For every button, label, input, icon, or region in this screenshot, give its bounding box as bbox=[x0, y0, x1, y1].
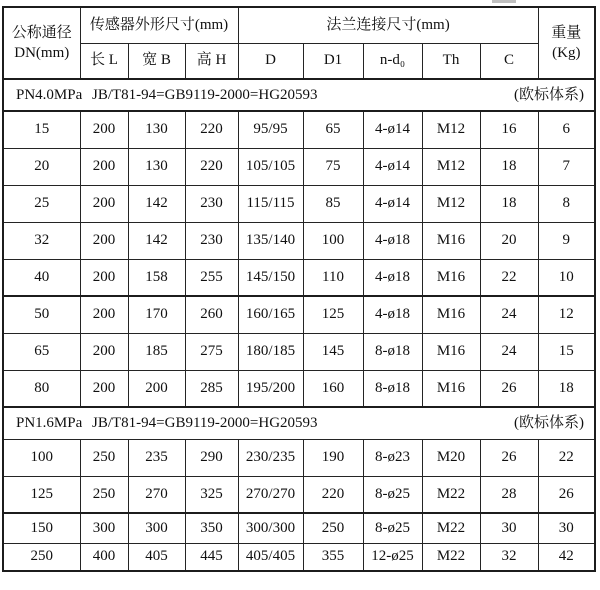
header-width-b: 宽 B bbox=[128, 43, 185, 79]
value-cell: 200 bbox=[80, 296, 128, 333]
value-cell: 4-ø14 bbox=[363, 148, 422, 185]
value-cell: 8-ø23 bbox=[363, 439, 422, 476]
value-cell: 275 bbox=[185, 333, 238, 370]
header-th: Th bbox=[422, 43, 480, 79]
pressure-section-row bbox=[3, 79, 595, 111]
header-nominal-diameter-cn: 公称通径 bbox=[11, 24, 72, 41]
header-height-h: 高 H bbox=[185, 43, 238, 79]
value-cell: 255 bbox=[185, 259, 238, 296]
spec-table-body bbox=[3, 79, 595, 571]
value-cell: 200 bbox=[80, 111, 128, 148]
value-cell: 445 bbox=[185, 543, 238, 571]
flange-spec-table bbox=[2, 6, 596, 572]
dn-cell: 250 bbox=[3, 543, 80, 571]
flange-standard-label: JB/T81-94=GB9119-2000=HG20593 bbox=[92, 86, 318, 103]
value-cell: 22 bbox=[480, 259, 538, 296]
value-cell: 100 bbox=[303, 222, 363, 259]
value-cell: 200 bbox=[80, 333, 128, 370]
dn-cell: 20 bbox=[3, 148, 80, 185]
value-cell: 8-ø25 bbox=[363, 476, 422, 513]
dn-cell: 125 bbox=[3, 476, 80, 513]
value-cell: 158 bbox=[128, 259, 185, 296]
value-cell: 405/405 bbox=[238, 543, 303, 571]
value-cell: 75 bbox=[303, 148, 363, 185]
pressure-section-cell bbox=[3, 407, 595, 439]
value-cell: M16 bbox=[422, 222, 480, 259]
table-row bbox=[3, 259, 595, 296]
value-cell: 270 bbox=[128, 476, 185, 513]
table-row bbox=[3, 222, 595, 259]
header-nominal-diameter-unit: DN(mm) bbox=[14, 45, 70, 61]
value-cell: 230/235 bbox=[238, 439, 303, 476]
value-cell: 190 bbox=[303, 439, 363, 476]
value-cell: 18 bbox=[538, 370, 595, 407]
value-cell: 200 bbox=[80, 259, 128, 296]
table-row bbox=[3, 296, 595, 333]
value-cell: M12 bbox=[422, 111, 480, 148]
value-cell: 230 bbox=[185, 222, 238, 259]
table-row bbox=[3, 370, 595, 407]
value-cell: M12 bbox=[422, 148, 480, 185]
dn-cell: 50 bbox=[3, 296, 80, 333]
table-row bbox=[3, 148, 595, 185]
value-cell: 235 bbox=[128, 439, 185, 476]
value-cell: 135/140 bbox=[238, 222, 303, 259]
value-cell: 270/270 bbox=[238, 476, 303, 513]
header-d1: D1 bbox=[303, 43, 363, 79]
value-cell: 26 bbox=[480, 439, 538, 476]
value-cell: 22 bbox=[538, 439, 595, 476]
pressure-section-row bbox=[3, 407, 595, 439]
value-cell: 200 bbox=[80, 222, 128, 259]
value-cell: 12 bbox=[538, 296, 595, 333]
value-cell: 16 bbox=[480, 111, 538, 148]
dn-cell: 15 bbox=[3, 111, 80, 148]
table-header bbox=[3, 7, 595, 79]
value-cell: 30 bbox=[538, 513, 595, 543]
value-cell: 30 bbox=[480, 513, 538, 543]
table-row bbox=[3, 439, 595, 476]
header-length-l: 长 L bbox=[80, 43, 128, 79]
value-cell: 220 bbox=[303, 476, 363, 513]
value-cell: 10 bbox=[538, 259, 595, 296]
value-cell: 260 bbox=[185, 296, 238, 333]
header-weight-cn: 重量 bbox=[551, 24, 582, 41]
value-cell: 220 bbox=[185, 148, 238, 185]
value-cell: 8-ø18 bbox=[363, 333, 422, 370]
value-cell: 300 bbox=[128, 513, 185, 543]
value-cell: 24 bbox=[480, 333, 538, 370]
value-cell: 300/300 bbox=[238, 513, 303, 543]
value-cell: M16 bbox=[422, 296, 480, 333]
value-cell: 200 bbox=[128, 370, 185, 407]
value-cell: 355 bbox=[303, 543, 363, 571]
value-cell: 20 bbox=[480, 222, 538, 259]
value-cell: 142 bbox=[128, 222, 185, 259]
value-cell: 400 bbox=[80, 543, 128, 571]
header-flange-dimensions-group: 法兰连接尺寸(mm) bbox=[238, 7, 538, 43]
value-cell: M12 bbox=[422, 185, 480, 222]
value-cell: 285 bbox=[185, 370, 238, 407]
cropped-text-artifact bbox=[492, 0, 516, 3]
value-cell: 32 bbox=[480, 543, 538, 571]
pressure-section-cell bbox=[3, 79, 595, 111]
value-cell: 350 bbox=[185, 513, 238, 543]
value-cell: 200 bbox=[80, 370, 128, 407]
value-cell: 125 bbox=[303, 296, 363, 333]
value-cell: 250 bbox=[303, 513, 363, 543]
value-cell: 18 bbox=[480, 148, 538, 185]
standard-system-note: (欧标体系) bbox=[514, 86, 585, 103]
value-cell: 145 bbox=[303, 333, 363, 370]
value-cell: 200 bbox=[80, 148, 128, 185]
value-cell: 4-ø18 bbox=[363, 222, 422, 259]
header-weight bbox=[538, 7, 595, 79]
standard-system-note: (欧标体系) bbox=[514, 414, 585, 431]
value-cell: 230 bbox=[185, 185, 238, 222]
dn-cell: 25 bbox=[3, 185, 80, 222]
value-cell: 65 bbox=[303, 111, 363, 148]
value-cell: 195/200 bbox=[238, 370, 303, 407]
value-cell: 325 bbox=[185, 476, 238, 513]
value-cell: 250 bbox=[80, 476, 128, 513]
value-cell: 185 bbox=[128, 333, 185, 370]
dn-cell: 40 bbox=[3, 259, 80, 296]
value-cell: 26 bbox=[480, 370, 538, 407]
value-cell: 115/115 bbox=[238, 185, 303, 222]
dn-cell: 65 bbox=[3, 333, 80, 370]
value-cell: 95/95 bbox=[238, 111, 303, 148]
dn-cell: 32 bbox=[3, 222, 80, 259]
value-cell: 300 bbox=[80, 513, 128, 543]
header-n-d0: n-d₀ bbox=[363, 43, 422, 79]
value-cell: 4-ø14 bbox=[363, 185, 422, 222]
value-cell: 8 bbox=[538, 185, 595, 222]
table-row bbox=[3, 476, 595, 513]
value-cell: 15 bbox=[538, 333, 595, 370]
header-d: D bbox=[238, 43, 303, 79]
value-cell: 160 bbox=[303, 370, 363, 407]
value-cell: 160/165 bbox=[238, 296, 303, 333]
pressure-rating-label: PN4.0MPa bbox=[16, 86, 83, 103]
header-weight-unit: (Kg) bbox=[552, 45, 581, 61]
dn-cell: 150 bbox=[3, 513, 80, 543]
value-cell: 4-ø14 bbox=[363, 111, 422, 148]
value-cell: 8-ø18 bbox=[363, 370, 422, 407]
value-cell: 250 bbox=[80, 439, 128, 476]
value-cell: 4-ø18 bbox=[363, 296, 422, 333]
value-cell: 110 bbox=[303, 259, 363, 296]
value-cell: 130 bbox=[128, 148, 185, 185]
table-row bbox=[3, 333, 595, 370]
header-sub-row bbox=[3, 43, 595, 79]
value-cell: 200 bbox=[80, 185, 128, 222]
value-cell: M22 bbox=[422, 543, 480, 571]
value-cell: 180/185 bbox=[238, 333, 303, 370]
dn-cell: 100 bbox=[3, 439, 80, 476]
value-cell: 18 bbox=[480, 185, 538, 222]
value-cell: 105/105 bbox=[238, 148, 303, 185]
value-cell: 130 bbox=[128, 111, 185, 148]
header-group-row bbox=[3, 7, 595, 43]
value-cell: 12-ø25 bbox=[363, 543, 422, 571]
value-cell: 7 bbox=[538, 148, 595, 185]
header-sensor-dimensions-group: 传感器外形尺寸(mm) bbox=[80, 7, 238, 43]
value-cell: 4-ø18 bbox=[363, 259, 422, 296]
value-cell: M16 bbox=[422, 370, 480, 407]
value-cell: M22 bbox=[422, 513, 480, 543]
header-c: C bbox=[480, 43, 538, 79]
value-cell: 405 bbox=[128, 543, 185, 571]
dn-cell: 80 bbox=[3, 370, 80, 407]
table-row bbox=[3, 185, 595, 222]
table-row bbox=[3, 543, 595, 571]
value-cell: 28 bbox=[480, 476, 538, 513]
pressure-rating-label: PN1.6MPa bbox=[16, 414, 83, 431]
value-cell: 142 bbox=[128, 185, 185, 222]
value-cell: 8-ø25 bbox=[363, 513, 422, 543]
flange-standard-label: JB/T81-94=GB9119-2000=HG20593 bbox=[92, 414, 318, 431]
value-cell: M16 bbox=[422, 333, 480, 370]
value-cell: M22 bbox=[422, 476, 480, 513]
table-row bbox=[3, 111, 595, 148]
value-cell: 6 bbox=[538, 111, 595, 148]
value-cell: 9 bbox=[538, 222, 595, 259]
value-cell: M16 bbox=[422, 259, 480, 296]
table-row bbox=[3, 513, 595, 543]
value-cell: 145/150 bbox=[238, 259, 303, 296]
value-cell: 170 bbox=[128, 296, 185, 333]
value-cell: 290 bbox=[185, 439, 238, 476]
value-cell: 85 bbox=[303, 185, 363, 222]
value-cell: 26 bbox=[538, 476, 595, 513]
value-cell: 24 bbox=[480, 296, 538, 333]
value-cell: 42 bbox=[538, 543, 595, 571]
header-nominal-diameter bbox=[3, 7, 80, 79]
value-cell: 220 bbox=[185, 111, 238, 148]
value-cell: M20 bbox=[422, 439, 480, 476]
